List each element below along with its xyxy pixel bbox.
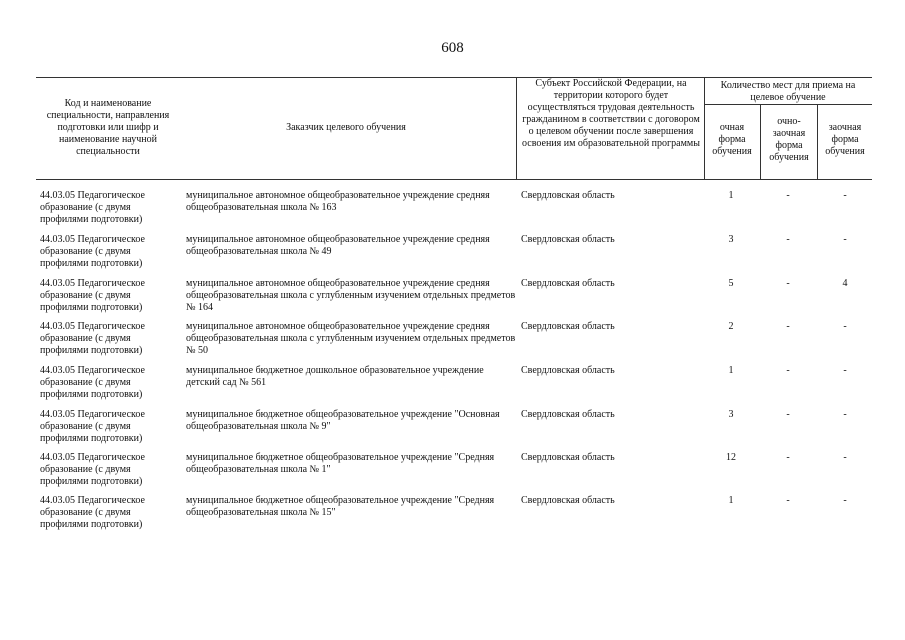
full-time-count-cell: 1: [728, 190, 734, 201]
correspondence-count-cell: -: [843, 190, 847, 201]
full-time-count-cell: 12: [726, 452, 736, 463]
code-cell: 44.03.05 Педагогическое образование (с двумя профилями подготовки): [40, 495, 145, 530]
code-cell: 44.03.05 Педагогическое образование (с двумя профилями подготовки): [40, 365, 145, 400]
full-time-count-cell: 2: [728, 321, 734, 332]
correspondence-count-cell: -: [843, 234, 847, 245]
code-cell: 44.03.05 Педагогическое образование (с двумя профилями подготовки): [40, 452, 145, 487]
header-places: Количество мест для приема на целевое обучение: [720, 80, 856, 103]
customer-cell: муниципальное бюджетное общеобразовательное учреждение "Средняя общеобразовательная школа № 1": [186, 452, 495, 475]
header-part-time-evening: очно-заочная форма обучения: [769, 116, 809, 163]
region-cell: Свердловская область: [521, 409, 615, 420]
part-time-count-cell: -: [786, 409, 790, 420]
correspondence-count-cell: -: [843, 409, 847, 420]
customer-cell: муниципальное автономное общеобразовательное учреждение средняя общеобразовательная школа № 49: [186, 234, 490, 257]
region-cell: Свердловская область: [521, 278, 615, 289]
region-cell: Свердловская область: [521, 190, 615, 201]
header-code: Код и наименование специальности, направления подготовки или шифр и наименование научной специальности: [46, 98, 170, 157]
customer-cell: муниципальное автономное общеобразовательное учреждение средняя общеобразовательная школа № 163: [186, 190, 490, 213]
region-cell: Свердловская область: [521, 321, 615, 332]
region-cell: Свердловская область: [521, 234, 615, 245]
targeted-training-table: [36, 77, 872, 530]
page-number: 608: [441, 40, 464, 56]
header-region: Субъект Российской Федерации, на территории которого будет осуществляться трудовая деятельность гражданином в соответствии с договором о целевом обучении после завершения освоения им образовательной программы: [522, 78, 700, 149]
header-divider: [817, 104, 818, 179]
customer-cell: муниципальное бюджетное дошкольное образовательное учреждение детский сад № 561: [186, 365, 484, 388]
header-divider: [704, 104, 872, 105]
correspondence-count-cell: -: [843, 495, 847, 506]
region-cell: Свердловская область: [521, 452, 615, 463]
customer-cell: муниципальное автономное общеобразовательное учреждение средняя общеобразовательная школа с углубленным изучением отдельных предметов № 164: [186, 278, 516, 313]
header-divider: [516, 78, 517, 179]
full-time-count-cell: 5: [728, 278, 734, 289]
part-time-count-cell: -: [786, 495, 790, 506]
full-time-count-cell: 3: [728, 234, 734, 245]
correspondence-count-cell: -: [843, 321, 847, 332]
code-cell: 44.03.05 Педагогическое образование (с двумя профилями подготовки): [40, 321, 145, 356]
region-cell: Свердловская область: [521, 365, 615, 376]
part-time-count-cell: -: [786, 321, 790, 332]
customer-cell: муниципальное бюджетное общеобразовательное учреждение "Средняя общеобразовательная школа № 15": [186, 495, 495, 518]
part-time-count-cell: -: [786, 365, 790, 376]
correspondence-count-cell: 4: [842, 278, 848, 289]
code-cell: 44.03.05 Педагогическое образование (с двумя профилями подготовки): [40, 190, 145, 225]
code-cell: 44.03.05 Педагогическое образование (с двумя профилями подготовки): [40, 234, 145, 269]
full-time-count-cell: 1: [728, 495, 734, 506]
part-time-count-cell: -: [786, 452, 790, 463]
customer-cell: муниципальное бюджетное общеобразовательное учреждение "Основная общеобразовательная школа № 9": [186, 409, 500, 432]
correspondence-count-cell: -: [843, 452, 847, 463]
header-correspondence: заочная форма обучения: [825, 122, 865, 157]
customer-cell: муниципальное автономное общеобразовательное учреждение средняя общеобразовательная школа с углубленным изучением отдельных предметов № 50: [186, 321, 516, 356]
header-customer: Заказчик целевого обучения: [286, 122, 406, 133]
code-cell: 44.03.05 Педагогическое образование (с двумя профилями подготовки): [40, 409, 145, 444]
full-time-count-cell: 3: [728, 409, 734, 420]
part-time-count-cell: -: [786, 190, 790, 201]
table-header: [36, 77, 872, 180]
header-divider: [704, 78, 705, 179]
code-cell: 44.03.05 Педагогическое образование (с двумя профилями подготовки): [40, 278, 145, 313]
region-cell: Свердловская область: [521, 495, 615, 506]
correspondence-count-cell: -: [843, 365, 847, 376]
part-time-count-cell: -: [786, 278, 790, 289]
part-time-count-cell: -: [786, 234, 790, 245]
full-time-count-cell: 1: [728, 365, 734, 376]
header-divider: [760, 104, 761, 179]
header-full-time: очная форма обучения: [712, 122, 752, 157]
